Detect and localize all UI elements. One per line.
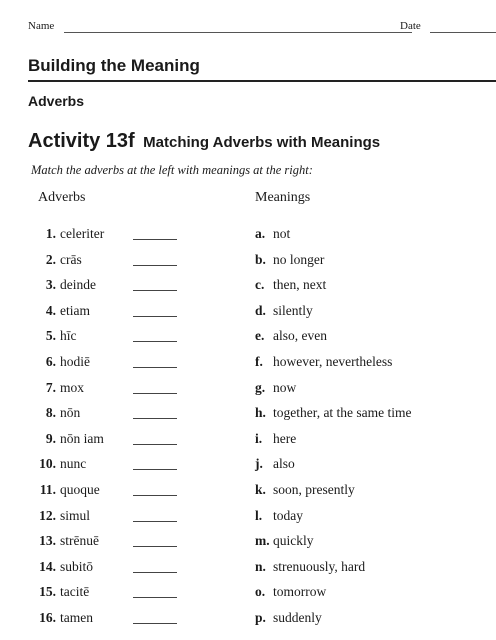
item-number: 3. <box>45 277 56 293</box>
meaning-letter: i. <box>255 430 263 446</box>
list-item <box>0 303 496 323</box>
meaning-letter: o. <box>255 584 266 600</box>
item-number: 2. <box>45 251 56 267</box>
item-number: 10. <box>39 456 56 472</box>
meaning-text: here <box>273 430 297 446</box>
meaning-text: quickly <box>273 533 314 549</box>
answer-blank[interactable] <box>133 546 177 547</box>
answer-blank[interactable] <box>133 444 177 445</box>
meaning-letter: m. <box>255 533 270 549</box>
meaning-letter: n. <box>255 558 266 574</box>
meaning-text: also, even <box>273 328 327 344</box>
item-number: 11. <box>39 482 56 497</box>
meaning-letter: j. <box>255 456 263 472</box>
list-item <box>0 482 496 502</box>
section-title: Building the Meaning <box>28 56 200 75</box>
meaning-letter: k. <box>255 482 266 497</box>
name-date-header <box>28 18 496 38</box>
answer-blank[interactable] <box>133 341 177 342</box>
answer-blank[interactable] <box>133 316 177 317</box>
section-divider <box>28 80 496 82</box>
adverb-text: quoque <box>60 482 100 497</box>
adverb-text: strēnuē <box>60 533 99 549</box>
list-item <box>0 277 496 297</box>
adverb-text: celeriter <box>60 226 105 241</box>
list-item <box>0 354 496 374</box>
adverb-text: tamen <box>60 610 93 625</box>
instructions: Match the adverbs at the left with meanings at the right: <box>31 163 313 177</box>
answer-blank[interactable] <box>133 572 177 573</box>
date-label: Date <box>400 20 421 32</box>
item-number: 7. <box>45 379 56 395</box>
list-item <box>0 508 496 528</box>
activity-title: Matching Adverbs with Meanings <box>143 134 381 151</box>
meaning-letter: c. <box>255 277 265 293</box>
list-item <box>0 405 496 425</box>
meaning-text: however, nevertheless <box>273 354 393 369</box>
item-number: 16. <box>39 610 56 625</box>
subsection-title: Adverbs <box>28 93 85 109</box>
meaning-text: also <box>273 456 295 472</box>
answer-blank[interactable] <box>133 418 177 419</box>
item-number: 13. <box>39 533 56 549</box>
meaning-letter: l. <box>255 507 263 523</box>
activity-number: Activity 13f <box>28 130 135 152</box>
list-item <box>0 328 496 348</box>
list-item <box>0 252 496 272</box>
meaning-letter: g. <box>255 379 266 395</box>
item-number: 8. <box>45 405 56 421</box>
item-number: 15. <box>39 584 56 600</box>
answer-blank[interactable] <box>133 290 177 291</box>
answer-blank[interactable] <box>133 393 177 394</box>
date-field[interactable] <box>430 32 496 33</box>
meaning-letter: b. <box>255 251 266 267</box>
list-item <box>0 431 496 451</box>
adverb-text: nōn <box>60 405 81 421</box>
adverb-text: simul <box>60 507 91 523</box>
meaning-letter: d. <box>255 302 266 318</box>
item-number: 14. <box>39 558 56 574</box>
adverb-text: nōn iam <box>60 430 104 446</box>
meaning-text: strenuously, hard <box>273 558 366 574</box>
answer-blank[interactable] <box>133 367 177 368</box>
adverb-text: mox <box>60 379 85 395</box>
meaning-text: not <box>273 226 291 241</box>
list-item <box>0 610 496 630</box>
meaning-text: together, at the same time <box>273 405 412 421</box>
meaning-text: no longer <box>273 251 325 267</box>
adverb-text: etiam <box>60 302 90 318</box>
answer-blank[interactable] <box>133 239 177 240</box>
meaning-text: tomorrow <box>273 584 327 600</box>
adverb-text: tacitē <box>60 584 90 600</box>
list-item <box>0 533 496 553</box>
list-item <box>0 559 496 579</box>
item-number: 5. <box>45 328 56 344</box>
item-number: 1. <box>45 226 56 241</box>
list-item <box>0 380 496 400</box>
meaning-text: soon, presently <box>273 482 355 497</box>
meaning-letter: e. <box>255 328 265 344</box>
list-item <box>0 456 496 476</box>
answer-blank[interactable] <box>133 623 177 624</box>
name-label: Name <box>28 20 55 32</box>
adverb-text: hīc <box>60 328 77 344</box>
answer-blank[interactable] <box>133 469 177 470</box>
item-number: 9. <box>45 430 56 446</box>
meaning-text: today <box>273 507 303 523</box>
adverb-text: deinde <box>60 277 96 293</box>
list-item <box>0 226 496 246</box>
column-header-meanings: Meanings <box>255 190 311 205</box>
answer-blank[interactable] <box>133 265 177 266</box>
item-number: 4. <box>45 302 56 318</box>
name-field[interactable] <box>64 32 412 33</box>
list-item <box>0 584 496 604</box>
meaning-text: suddenly <box>273 610 322 625</box>
item-number: 6. <box>45 354 56 369</box>
adverb-text: crās <box>60 251 82 267</box>
meaning-letter: p. <box>255 610 266 625</box>
activity-heading <box>28 130 380 153</box>
answer-blank[interactable] <box>133 597 177 598</box>
meaning-text: now <box>273 379 297 395</box>
meaning-letter: h. <box>255 405 266 421</box>
meaning-letter: f. <box>255 354 263 369</box>
meaning-text: silently <box>273 302 313 318</box>
answer-blank[interactable] <box>133 495 177 496</box>
adverb-text: hodiē <box>60 354 90 369</box>
answer-blank[interactable] <box>133 521 177 522</box>
item-number: 12. <box>39 507 56 523</box>
adverb-text: subitō <box>60 558 94 574</box>
meaning-letter: a. <box>255 226 266 241</box>
adverb-text: nunc <box>60 456 87 472</box>
meaning-text: then, next <box>273 277 327 293</box>
column-header-adverbs: Adverbs <box>38 190 86 205</box>
